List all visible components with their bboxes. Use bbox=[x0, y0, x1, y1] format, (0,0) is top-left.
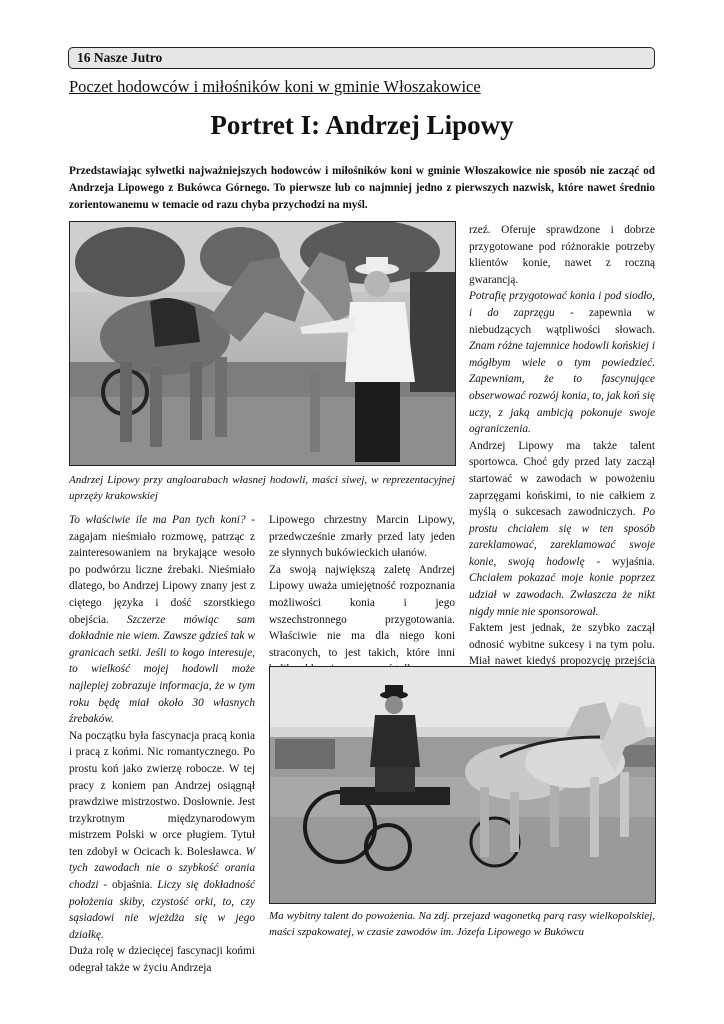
paragraph: Potrafię przygotować konia i pod siodło, i do zaprzęgu - zapewnia w niebudzących wątpliwości słowach. Znam różne tajemnice hodowli końskiej i mógłbym wiele o tym powiedzieć. Zapewniam, że to fascynujące obserwować rozwój konia, to, jak koń się uczy, z jaką ambicją pokonuje swoje ograniczenia. bbox=[469, 290, 655, 436]
paragraph: Faktem jest jednak, że szybko zaczął odnosić wybitne sukcesy i na tym polu. Miał nawet kiedyś propozycję przejścia bbox=[469, 622, 655, 668]
photo-carriage-driving bbox=[269, 666, 656, 904]
photo-caption-1: Andrzej Lipowy przy angloarabach własnej hodowli, maści siwej, w reprezentacyjnej uprzęży krakowskiej bbox=[69, 474, 455, 502]
paragraph: Lipowego chrzestny Marcin Lipowy, przedwcześnie zmarły przed laty jeden ze słynnych bukówieckich ułanów. bbox=[269, 514, 455, 560]
article-lead: Przedstawiając sylwetki najważniejszych hodowców i miłośników koni w gminie Włoszakowice nie sposób nie zacząć od Andrzeja Lipowego z Bukówca Górnego. To pierwsze lub co najmniej jedno z pierwszych nazwisk, które nawet średnio zorientowanemu w temacie od razu chyba przychodzi na myśl. bbox=[69, 165, 655, 211]
paragraph: Na początku była fascynacja pracą konia i pracą z końmi. Nic romantycznego. Po prostu koń jako zwierzę robocze. W tej pracy z koniem pan Andrzej osiągnął prawdziwe mistrzostwo. Dosłownie. Jest trzykrotnym międzynarodowym mistrzem Polski w orce pługiem. Tytuł ten zdobył w Ocicach k. Bolesławca. W tych zawodach nie o szybkość orania chodzi - objaśnia. Liczy się dokładność położenia skiby, czystość orki, to, czy sąsiadowi nie wjeżdża się w jego działkę. bbox=[69, 729, 255, 941]
paragraph: rzeź. Oferuje sprawdzone i dobrze przygotowane pod różnorakie potrzeby klientów konie, nawet z roczną gwarancją. bbox=[469, 224, 655, 286]
article-column-1 bbox=[69, 512, 255, 977]
page-header-bar bbox=[68, 47, 655, 69]
photo-horses-owner bbox=[69, 221, 456, 466]
paragraph: To właściwie ile ma Pan tych koni? - zagajam nieśmiało rozmowę, patrząc z zainteresowaniem na brykające wesoło po podwórzu liczne źrebaki. Nieśmiało dlatego, bo Andrzej Lipowy znany jest z ciętego języka i dość szorstkiego obejścia. Szczerze mówiąc sam dokładnie nie wiem. Zawsze gdzieś tak w granicach setki. Jeśli to kogo interesuje, to wielkość mojej hodowli może najlepiej zobrazuje informacja, że w tym roku będę miał około 30 własnych źrebaków. bbox=[69, 514, 255, 726]
section-title: Poczet hodowców i miłośników koni w gminie Włoszakowice bbox=[69, 77, 481, 96]
page-number-label: 16 Nasze Jutro bbox=[77, 50, 163, 65]
article-column-2 bbox=[269, 512, 455, 678]
paragraph: Duża rolę w dziecięcej fascynacji końmi odegrał także w życiu Andrzeja bbox=[69, 945, 255, 975]
photo-caption-2: Ma wybitny talent do powożenia. Na zdj. przejazd wagonetką parą rasy wielkopolskiej, maści szpakowatej, w czasie zawodów im. Józefa Lipowego w Bukówcu bbox=[269, 910, 655, 938]
article-title: Portret I: Andrzej Lipowy bbox=[210, 110, 514, 140]
paragraph: Andrzej Lipowy ma także talent sportowca. Choć gdy przed laty zaczął startować w zawodach w powożeniu zaprzęgami końskimi, to nie całkiem z myślą o sukcesach zawodniczych. Po prostu chciałem się w ten sposób zareklamować, zareklamować swoje konie, swoją hodowlę - wyjaśnia. Chciałem pokazać moje konie poprzez udział w zawodach. Zwłaszcza że nikt nigdy mnie nie sponsorował. bbox=[469, 439, 655, 618]
article-column-3 bbox=[469, 222, 655, 720]
paragraph: Za swoją największą zaletę Andrzej Lipowy uważa umiejętność rozpoznania możliwości konia i jego wszechstronnego przygotowania. Właściwie nie ma dla niego koni straconych, to jest takich, które inni bbox=[269, 563, 455, 659]
